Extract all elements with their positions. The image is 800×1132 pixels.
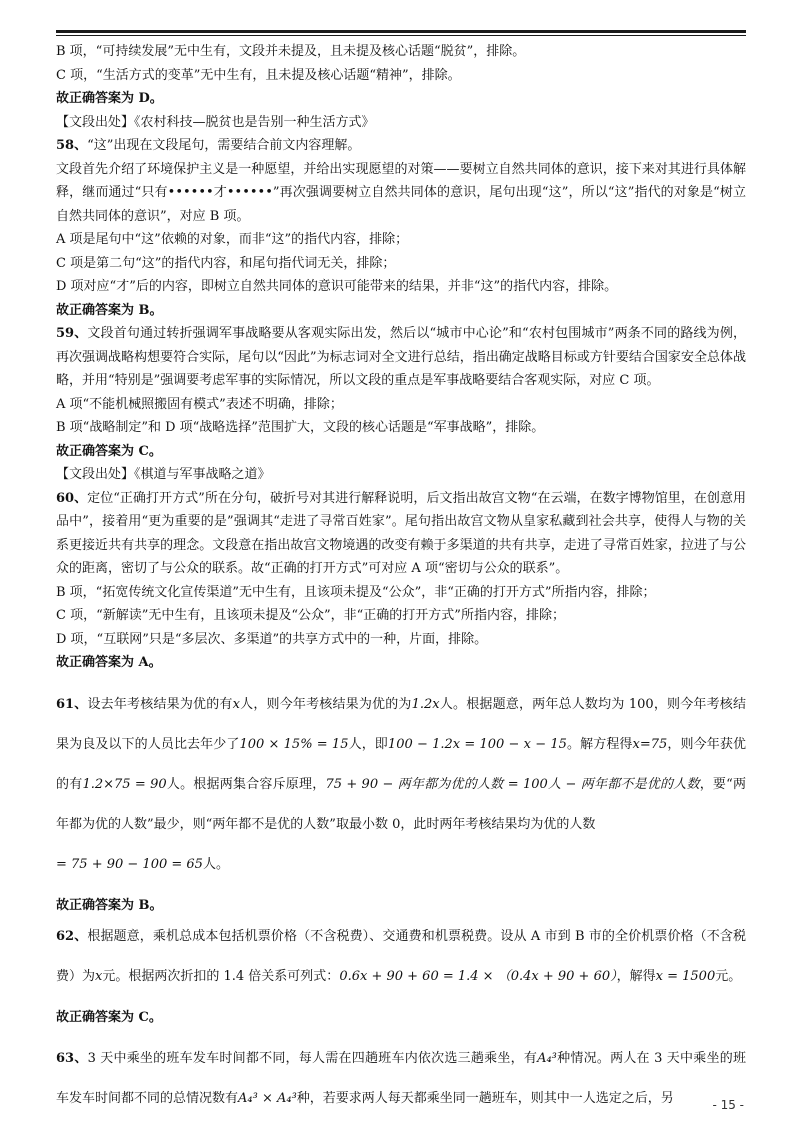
math-section [56,685,746,1119]
text-line [56,252,746,276]
line-text: 故正确答案为 D。 [56,91,163,106]
question-number: 58、 [56,138,88,153]
line-text: B 项，“拓宽传统文化宣传渠道”无中生有，且该项未提及“公众”，非“正确的打开方式”所指内容，排除； [56,584,656,600]
question-number: 63、 [56,1050,88,1066]
line-text: D 项，“互联网”只是“多层次、多渠道”的共享方式中的一种，片面，排除。 [56,631,488,647]
question-62: 62、根据题意，乘机总成本包括机票价格（不含税费）、交通费和机票税费。设从 A 市到 B 市的全价机票价格（不含税费）为x元。根据两次折扣的 1.4 倍关系可列式：0.6x + 90 + 60 = 1.4 × （0.4x + 90 + 60），解得x = 1500元。 [56,928,746,984]
header-rule-thin [56,35,746,36]
page-number: - 15 - [712,1098,744,1112]
line-text: A 项“不能机械照搬固有模式”表述不明确，排除； [56,396,343,412]
question-number: 59、 [56,326,88,341]
text-line [56,134,746,158]
line-text: A 项是尾句中“这”依赖的对象，而非“这”的指代内容，排除； [56,232,409,247]
answer-line [56,440,746,464]
question-number: 62、 [56,928,88,944]
text-line [56,581,746,605]
text-line [56,604,746,628]
text-line [56,228,746,252]
text-line [56,463,746,487]
line-text: 故正确答案为 C。 [56,443,162,459]
text-line [56,628,746,652]
line-text: C 项，“新解读”无中生有，且该项未提及“公众”，非“正确的打开方式”所指内容，排除； [56,608,565,623]
answer-explanations [56,40,746,675]
answer-62: 故正确答案为 C。 [56,1009,162,1025]
line-text: D 项对应“才”后的内容，即树立自然共同体的意识可能带来的结果，并非“这”的指代内容，排除。 [56,279,618,294]
text-line [56,64,746,88]
text-line [56,416,746,440]
line-text: 【文段出处】《农村科技—脱贫也是告别一种生活方式》 [56,114,375,130]
question-63: 63、3 天中乘坐的班车发车时间都不同，每人需在四趟班车内依次选三趟乘坐，有A₄³种情况。两人在 3 天中乘坐的班车发车时间都不同的总情况数有A₄³ × A₄³种，若要求两人每天都乘坐同一趟班车，则其中一人选定之后，另 [56,1050,746,1106]
line-text: 故正确答案为 B。 [56,302,163,318]
line-text: B 项，“可持续发展”无中生有，文段并未提及，且未提及核心话题“脱贫”，排除。 [56,44,526,59]
text-line [56,393,746,417]
text-line [56,158,746,229]
text-line [56,487,746,581]
line-text: 文段首句通过转折强调军事战略要从客观实际出发，然后以“城市中心论”和“农村包围城市”两条不同的路线为例，再次强调战略构想要符合实际，尾句以“因此”为标志词对全文进行总结，指出确定战略目标或方针要结合国家安全总体战略，并用“特别是”强调要考虑军事的实际情况，所以文段的重点是军事战略要结合客观实际，对应 C 项。 [56,326,746,388]
question-number: 61、 [56,696,88,712]
text-line [56,275,746,299]
header-rule-thick [56,30,746,33]
question-61: 61、设去年考核结果为优的有x人，则今年考核结果为优的为1.2x人。根据题意，两年总人数均为 100，则今年考核结果为良及以下的人员比去年少了100 × 15% = 15人，即100 − 1.2x = 100 − x − 15。解方程得x=75，则今年获优的有1.2×75 = 90人。根据两集合容斥原理，75 + 90 − 两年都为优的人数 = 100人 − 两年都不是优的人数，要“两年都为优的人数”最少，则“两年都不是优的人数”取最小数 0，此时两年考核结果均为优的人数 = 75 + 90 − 100 = 65人。 [56,696,746,872]
text-line [56,40,746,64]
text-line [56,111,746,135]
line-text: 文段首先介绍了环境保护主义是一种愿望，并给出实现愿望的对策——要树立自然共同体的意识，接下来对其进行具体解释，继而通过“只有••••••才••••••”再次强调要树立自然共同体的意识，尾句出现“这”，所以“这”指代的对象是“树立自然共同体的意识”，对应 B 项。 [56,161,746,224]
line-text: 定位“正确打开方式”所在分句，破折号对其进行解释说明，后文指出故宫文物“在云端，在数字博物馆里，在创意用品中”，接着用“更为重要的是”强调其“走进了寻常百姓家”。尾句指出故宫文物从皇家私藏到社会共享，使得人与物的关系更接近共有共享的理念。文段意在指出故宫文物境遇的改变有赖于多渠道的共有共享，走进了寻常百姓家，拉进了与公众的距离，密切了与公众的联系。故“正确的打开方式”可对应 A 项“密切与公众的联系”。 [56,490,746,576]
answer-line [56,87,746,111]
line-text: 【文段出处】《棋道与军事战略之道》 [56,467,271,482]
question-number: 60、 [56,490,88,506]
line-text: C 项是第二句“这”的指代内容，和尾句指代词无关，排除； [56,255,396,271]
answer-line [56,651,746,675]
line-text: C 项，“生活方式的变革”无中生有，且未提及核心话题“精神”，排除。 [56,67,461,83]
line-text: B 项“战略制定”和 D 项“战略选择”范围扩大，文段的核心话题是“军事战略”，排除。 [56,420,545,435]
answer-61: 故正确答案为 B。 [56,897,163,913]
answer-line [56,299,746,323]
line-text: 故正确答案为 A。 [56,655,162,670]
document-body [56,40,746,1119]
line-text: “这”出现在文段尾句，需要结合前文内容理解。 [87,138,361,153]
text-line [56,322,746,393]
